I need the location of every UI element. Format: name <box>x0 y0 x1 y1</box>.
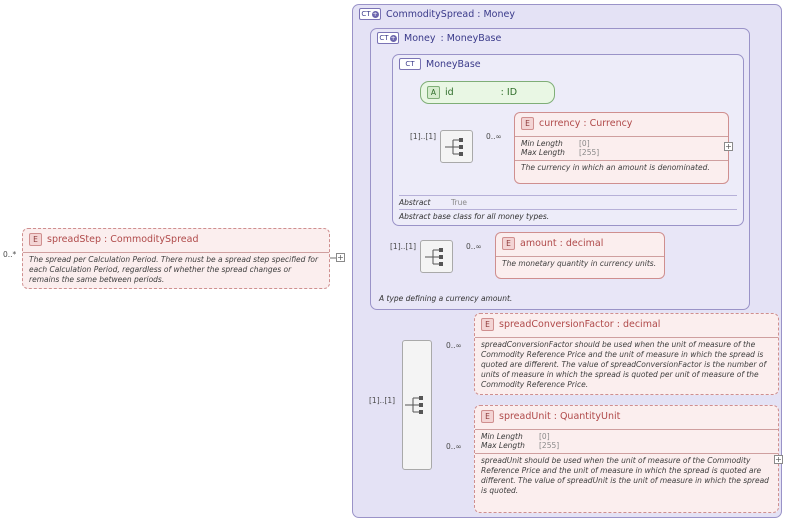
facet-name: Max Length <box>481 441 525 450</box>
element-icon: E <box>521 117 534 130</box>
scf-divider <box>475 337 778 338</box>
element-currency-name: currency : Currency <box>539 118 633 129</box>
sequence-currency-occurrence: [1]..[1] <box>410 132 437 141</box>
complextype-icon: CT + <box>359 8 381 20</box>
facet-value: [0] <box>579 139 590 148</box>
spreadstep-doc: The spread per Calculation Period. There must be a spread step specified for each Calculation Period, regardless of whether the spread changes or remains the same between periods. <box>29 255 319 284</box>
money-title <box>371 29 749 44</box>
attribute-id-type: : ID <box>500 87 518 98</box>
spreadstep-expander[interactable]: + <box>337 253 344 262</box>
moneybase-doc: Abstract base class for all money types. <box>399 212 550 221</box>
element-spreadunit-title <box>475 406 778 427</box>
complextype-icon-label: CT <box>379 33 389 42</box>
attribute-id-name: id <box>445 87 454 98</box>
element-amount-title <box>496 233 664 254</box>
spreadstep-occurrence: 0..* <box>3 250 17 259</box>
moneybase-abstract-row <box>399 198 737 207</box>
currency-occurrence: 0..∞ <box>486 132 502 141</box>
element-spreadconversionfactor-title <box>475 314 778 335</box>
commodityspread-label: CommoditySpread : Money <box>386 8 515 20</box>
sequence-node-amount[interactable] <box>420 240 453 273</box>
money-type: : MoneyBase <box>440 32 502 44</box>
element-amount-name: amount : decimal <box>520 238 604 249</box>
spreadunit-expander[interactable]: + <box>775 455 782 464</box>
facet-value: [255] <box>579 148 600 157</box>
spreadunit-occurrence: 0..∞ <box>446 442 462 451</box>
facet-value: [255] <box>539 441 560 450</box>
element-icon: E <box>481 318 494 331</box>
element-spreadstep-box[interactable] <box>22 228 330 289</box>
moneybase-label: MoneyBase <box>426 58 481 70</box>
currency-doc: The currency in which an amount is denominated. <box>521 163 710 172</box>
sequence-icon <box>404 395 430 415</box>
amount-doc: The monetary quantity in currency units. <box>502 259 657 268</box>
complextype-icon: CT + <box>377 32 399 44</box>
sequence-node-spread[interactable] <box>402 340 432 470</box>
spreadunit-doc: spreadUnit should be used when the unit of measure of the Commodity Reference Price and the unit of measure in which the spread is quoted are different. The value of spreadUnit is the unit of measure in which the spread is quoted. <box>481 456 769 495</box>
element-currency-title <box>515 113 728 134</box>
spreadunit-facets <box>481 432 772 450</box>
complextype-icon <box>399 58 421 70</box>
abstract-key: Abstract <box>399 198 431 207</box>
amount-occurrence: 0..∞ <box>466 242 482 251</box>
attribute-id-title <box>421 82 554 103</box>
element-amount-box[interactable] <box>495 232 665 279</box>
currency-divider <box>515 136 728 137</box>
element-icon: E <box>481 410 494 423</box>
spreadunit-divider-2 <box>475 453 778 454</box>
element-currency-box[interactable] <box>514 112 729 184</box>
attribute-icon: A <box>427 86 440 99</box>
spreadstep-divider <box>23 252 329 253</box>
sequence-icon <box>444 137 470 157</box>
sequence-node-currency[interactable] <box>440 130 473 163</box>
spreadconversionfactor-doc: spreadConversionFactor should be used when the unit of measure of the Commodity Reference Price and the unit of measure in which the spread is quoted are different. The value of spreadConversionFactor is the number of units of measure in which the spread is quoted per unit of measure of the Commodity Reference Price. <box>481 340 767 389</box>
attribute-id-box[interactable] <box>420 81 555 104</box>
element-spreadconversionfactor-name: spreadConversionFactor : decimal <box>499 319 661 330</box>
abstract-value: True <box>451 198 467 207</box>
facet-name: Min Length <box>481 432 523 441</box>
element-icon: E <box>502 237 515 250</box>
sequence-spread-occurrence: [1]..[1] <box>369 396 396 405</box>
facet-name: Min Length <box>521 139 563 148</box>
facet-name: Max Length <box>521 148 565 157</box>
moneybase-title <box>393 55 743 70</box>
spreadunit-divider <box>475 429 778 430</box>
moneybase-divider <box>399 195 737 196</box>
complextype-icon-label: CT <box>361 9 371 18</box>
commodityspread-title <box>353 5 781 20</box>
element-spreadunit-box[interactable] <box>474 405 779 513</box>
facet-value: [0] <box>539 432 550 441</box>
currency-facets <box>521 139 722 157</box>
sequence-icon <box>424 247 450 267</box>
sequence-amount-occurrence: [1]..[1] <box>390 242 417 251</box>
element-icon: E <box>29 233 42 246</box>
currency-expander[interactable]: + <box>725 142 732 151</box>
money-type-doc: A type defining a currency amount. <box>379 294 513 303</box>
amount-divider <box>496 256 664 257</box>
currency-divider-2 <box>515 160 728 161</box>
money-label: Money <box>404 32 436 44</box>
spreadconversionfactor-occurrence: 0..∞ <box>446 341 462 350</box>
complextype-icon-label: CT <box>405 59 415 68</box>
element-spreadstep-title <box>23 229 329 250</box>
moneybase-divider-2 <box>399 209 737 210</box>
element-spreadunit-name: spreadUnit : QuantityUnit <box>499 411 621 422</box>
element-spreadconversionfactor-box[interactable] <box>474 313 779 395</box>
element-spreadstep-name: spreadStep : CommoditySpread <box>47 234 199 245</box>
